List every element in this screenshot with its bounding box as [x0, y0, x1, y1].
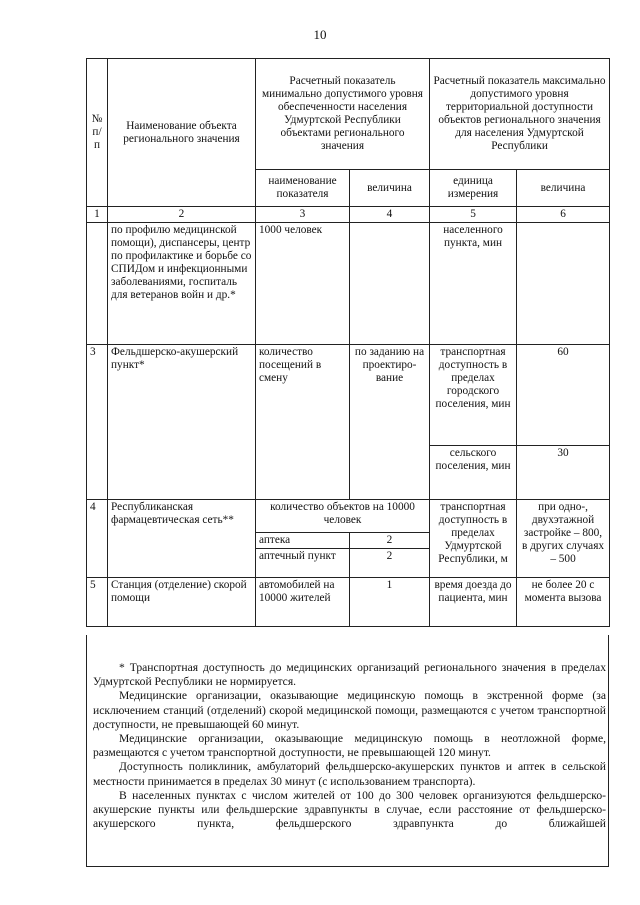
col-number: 6 [517, 207, 610, 223]
row-indicator: автомобилей на 10000 жителей [256, 578, 350, 627]
subheader-value: величина [350, 170, 430, 207]
row-value: по заданию на проектиро-вание [350, 345, 430, 500]
row-num [87, 223, 108, 345]
row-num: 4 [87, 500, 108, 578]
row-unit: время доезда до пациента, мин [430, 578, 517, 627]
sub-value: 2 [350, 533, 430, 549]
row-max-value: 60 [517, 345, 610, 446]
note-paragraph: Доступность поликлиник, амбулаторий фельдшерско-акушерских пунктов и аптек в сельской местности принимается в пределах 30 минут (с использованием транспорта). [93, 760, 606, 788]
subheader-indicator-name: наименование показателя [256, 170, 350, 207]
row-indicator: количество посещений в смену [256, 345, 350, 500]
row-name: Фельдшерско-акушерский пункт* [108, 345, 256, 500]
header-max-indicator: Расчетный показатель максимально допустимого уровня территориальной доступности объектов регионального значения для населения Удмуртской Республики [430, 59, 610, 170]
table-row [87, 345, 610, 446]
row-unit: транспортная доступность в пределах городского поселения, мин [430, 345, 517, 446]
note-paragraph: Медицинские организации, оказывающие медицинскую помощь в неотложной форме, размещаются с учетом транспортной доступности, не превышающей 120 минут. [93, 732, 606, 760]
standards-table [86, 58, 610, 627]
notes-section [93, 661, 606, 831]
column-numbers-row [87, 207, 610, 223]
row-name: Республиканская фармацевтическая сеть** [108, 500, 256, 578]
row-num: 5 [87, 578, 108, 627]
row-indicator: количество объектов на 10000 человек [256, 500, 430, 533]
row-name: по профилю медицинской помощи), диспансеры, центр по профилактике и борьбе со СПИДом и инфекционными заболеваниями, госпиталь для ветеранов войн и др.* [108, 223, 256, 345]
note-paragraph: В населенных пунктах с числом жителей от 100 до 300 человек организуются фельдшерско-акушерские пункты или фельдшерские здравпункты в случае, если расстояние от фельдшерско-акушерского пункта, фельдшерского здравпункта до ближайшей [93, 788, 606, 831]
sub-indicator: аптека [256, 533, 350, 549]
note-paragraph: * Транспортная доступность до медицинских организаций регионального значения в пределах Удмуртской Республики не нормируется. [93, 661, 606, 689]
col-number: 4 [350, 207, 430, 223]
row-value [350, 223, 430, 345]
subheader-unit: единица измерения [430, 170, 517, 207]
row-num: 3 [87, 345, 108, 500]
row-value: 1 [350, 578, 430, 627]
row-unit: населенного пункта, мин [430, 223, 517, 345]
subheader-value-2: величина [517, 170, 610, 207]
col-number: 5 [430, 207, 517, 223]
col-number: 3 [256, 207, 350, 223]
note-paragraph: Медицинские организации, оказывающие медицинскую помощь в экстренной форме (за исключением станций (отделений) скорой медицинской помощи, размещаются с учетом транспортной доступности, не превышающей 60 минут. [93, 689, 606, 731]
row-max-value: при одно-, двухэтажной застройке – 800, в других случаях – 500 [517, 500, 610, 578]
sub-value: 2 [350, 549, 430, 578]
table-row [87, 223, 610, 345]
row-unit: транспортная доступность в пределах Удмуртской Республики, м [430, 500, 517, 578]
row-max-value: не более 20 с момента вызова [517, 578, 610, 627]
page-number: 10 [313, 27, 327, 42]
col-number: 1 [87, 207, 108, 223]
row-max-value [517, 223, 610, 345]
row-name: Станция (отделение) скорой помощи [108, 578, 256, 627]
row-indicator: 1000 человек [256, 223, 350, 345]
row-unit: сельского поселения, мин [430, 446, 517, 500]
sub-indicator: аптечный пункт [256, 549, 350, 578]
header-min-indicator: Расчетный показатель минимально допустимого уровня обеспеченности населения Удмуртской Республики объектами регионального значения [256, 59, 430, 170]
header-name: Наименование объекта регионального значения [108, 59, 256, 207]
header-num: № п/п [87, 59, 108, 207]
table-row [87, 578, 610, 627]
col-number: 2 [108, 207, 256, 223]
table-row [87, 500, 610, 533]
row-max-value: 30 [517, 446, 610, 500]
